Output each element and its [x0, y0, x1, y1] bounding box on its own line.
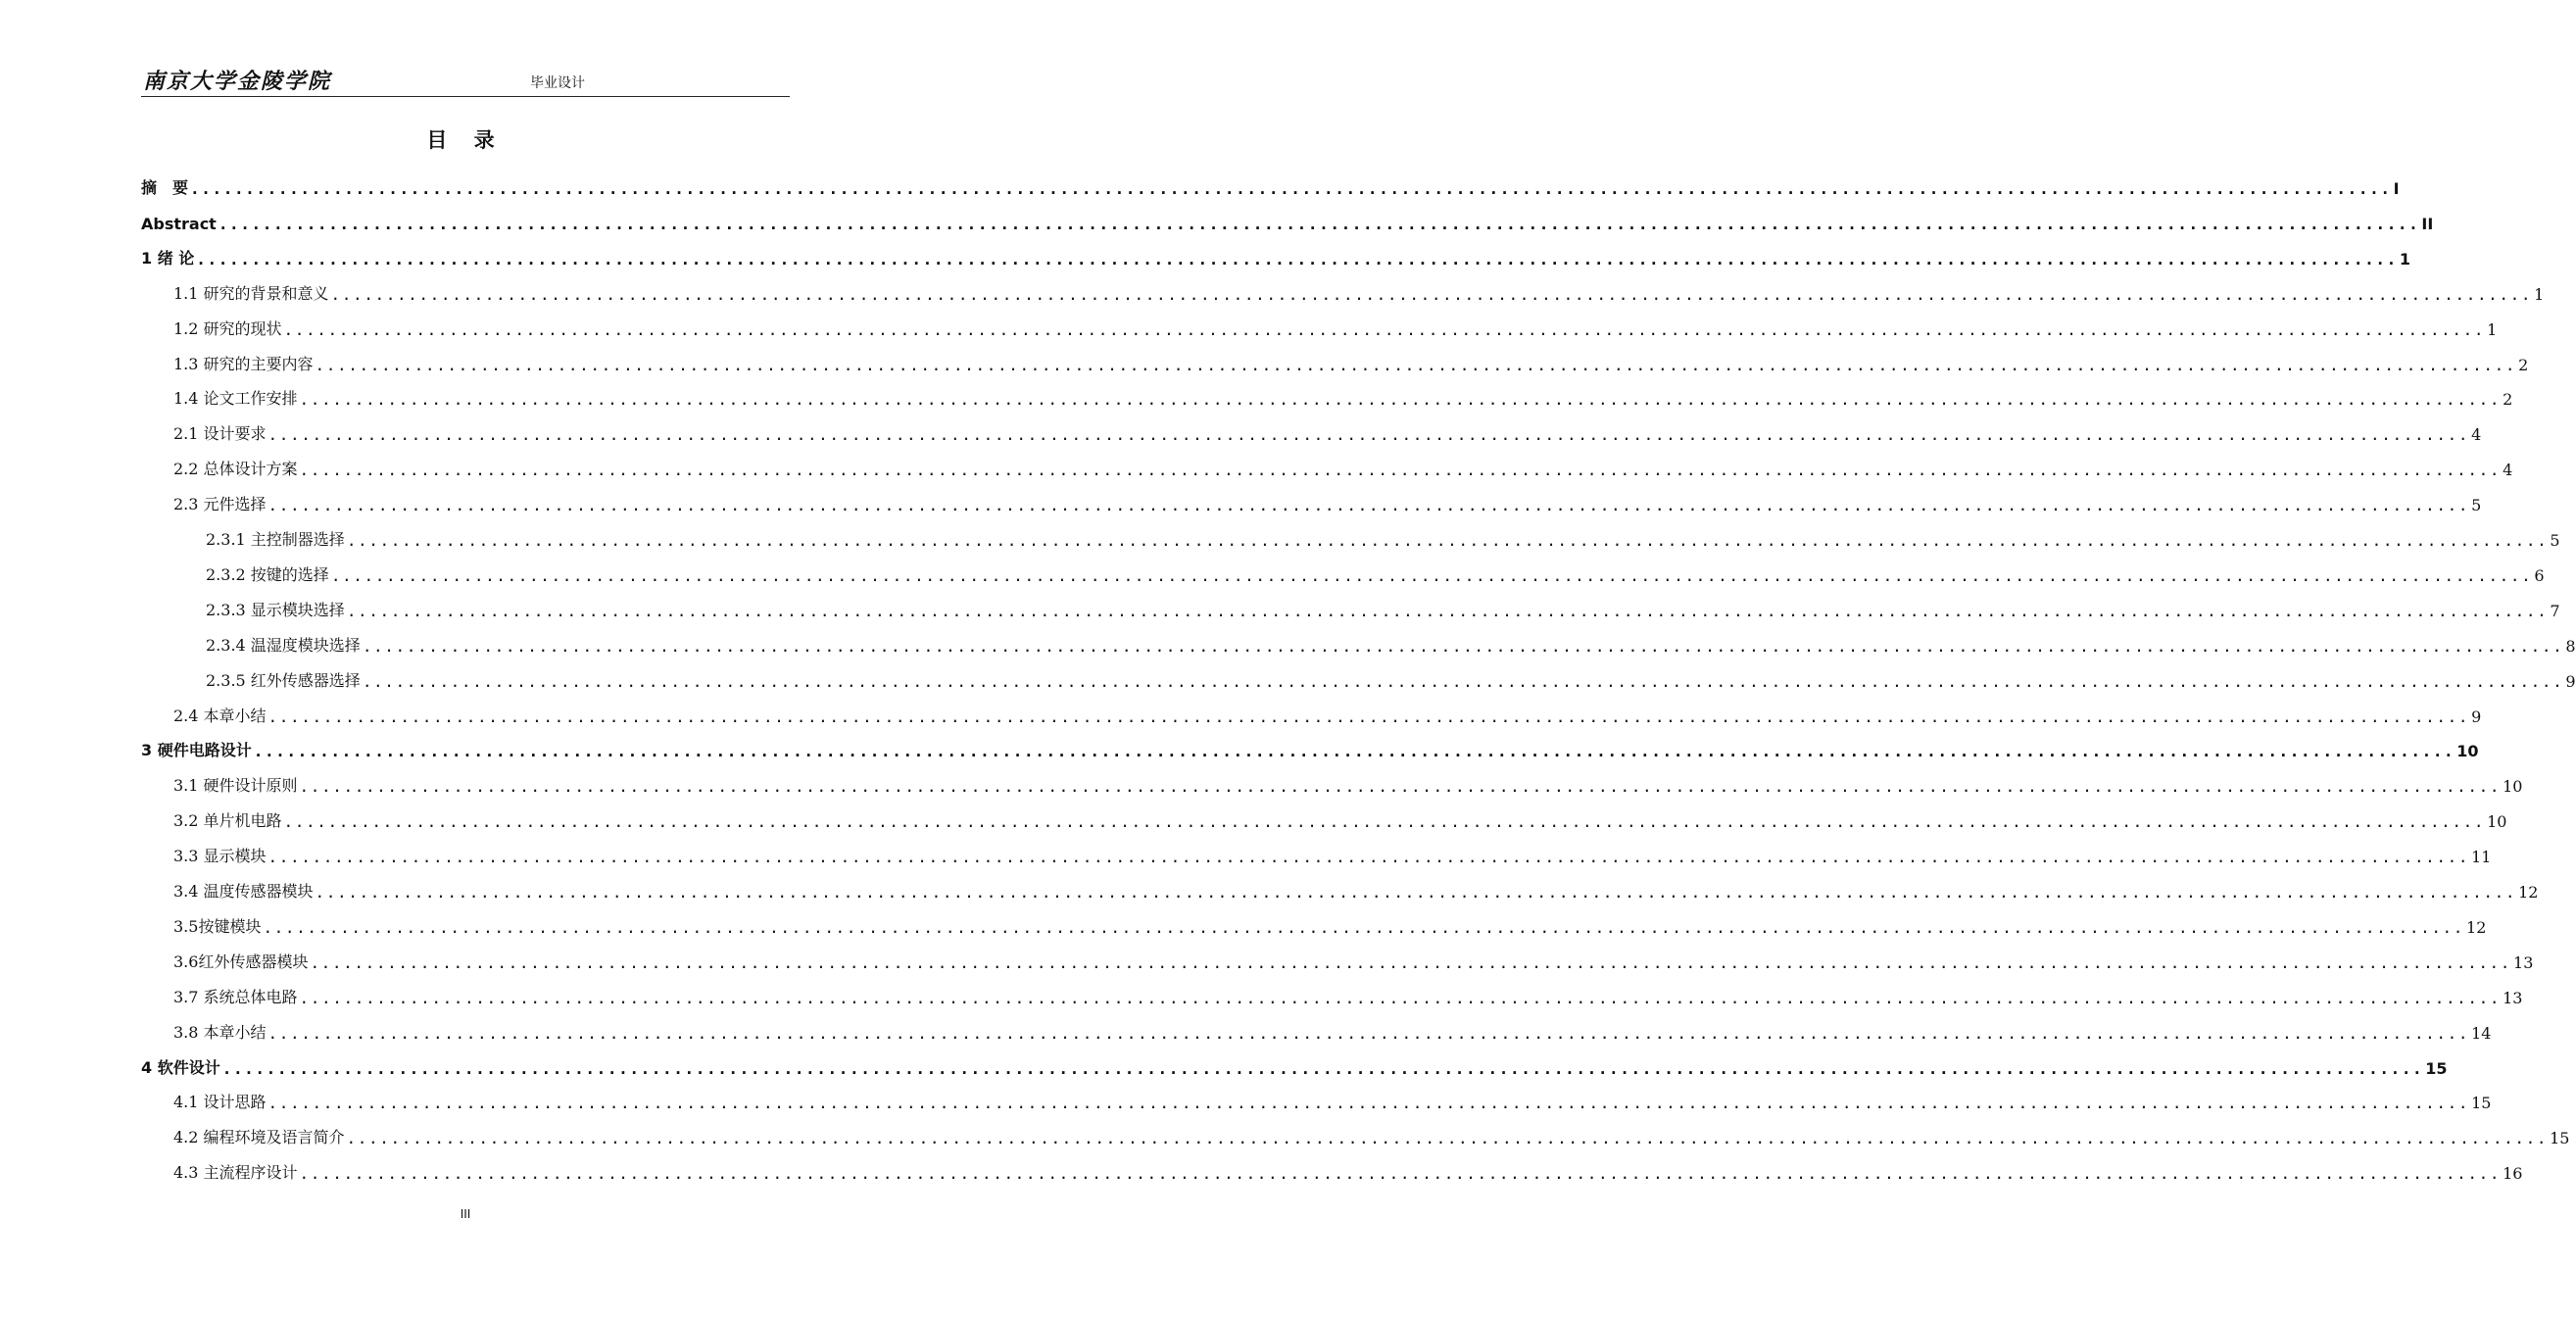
toc-leader-dots: ........................................................................................................................................................................................................	[283, 319, 2486, 339]
toc-leader-dots: ........................................................................................................................................................................................................	[330, 284, 2533, 304]
toc-entry[interactable]	[173, 1157, 2523, 1184]
toc-leader-dots: ........................................................................................................................................................................................................	[263, 917, 2465, 937]
toc-entry-page: 16	[2503, 1164, 2523, 1184]
toc-leader-dots: ........................................................................................................................................................................................................	[267, 1094, 2470, 1113]
toc-entry-title: 2.3.4 温湿度模块选择	[206, 635, 361, 655]
toc-entry-page: 10	[2456, 742, 2479, 761]
toc-leader-dots: ........................................................................................................................................................................................................	[299, 777, 2502, 797]
toc-entry-title: 4 软件设计	[141, 1057, 220, 1077]
toc-entry[interactable]	[206, 560, 2545, 585]
toc-entry-title: 4.3 主流程序设计	[173, 1163, 298, 1183]
toc-entry-page: 15	[2550, 1129, 2570, 1148]
toc-entry-title: 3.3 显示模块	[173, 847, 267, 866]
toc-entry-title: 2.4 本章小结	[173, 706, 267, 725]
toc-entry-page: 1	[2399, 249, 2410, 268]
toc-leader-dots: ........................................................................................................................................................................................................	[362, 636, 2564, 656]
toc-entry[interactable]	[141, 172, 2400, 198]
toc-entry-title: 2.2 总体设计方案	[173, 460, 298, 479]
toc-leader-dots: ........................................................................................................................................................................................................	[299, 1164, 2502, 1184]
toc-entry[interactable]	[173, 454, 2513, 480]
toc-entry-title: 1.3 研究的主要内容	[173, 354, 314, 373]
toc-leader-dots: ........................................................................................................................................................................................................	[346, 601, 2549, 620]
toc-leader-dots: ........................................................................................................................................................................................................	[267, 425, 2470, 445]
school-name: 南京大学金陵学院	[143, 69, 332, 94]
page-title: 目 录	[426, 128, 505, 152]
toc-entry-page: 10	[2503, 777, 2523, 797]
toc-leader-dots: ........................................................................................................................................................................................................	[267, 1023, 2470, 1043]
toc-leader-dots: ........................................................................................................................................................................................................	[190, 179, 2392, 198]
toc-entry[interactable]	[173, 841, 2492, 867]
toc-entry-title: 1 绪 论	[141, 248, 195, 268]
toc-entry-page: 11	[2471, 848, 2492, 867]
footer-page-number: III	[460, 1207, 471, 1221]
toc-entry-page: 5	[2471, 496, 2482, 515]
toc-leader-dots: ........................................................................................................................................................................................................	[267, 496, 2470, 515]
toc-entry[interactable]	[173, 701, 2482, 726]
toc-entry-page: 1	[2534, 284, 2545, 304]
toc-leader-dots: ........................................................................................................................................................................................................	[299, 988, 2502, 1007]
toc-entry-title: 1.2 研究的现状	[173, 318, 282, 338]
toc-leader-dots: ........................................................................................................................................................................................................	[267, 848, 2470, 867]
toc-entry-title: 1.4 论文工作安排	[173, 389, 298, 409]
toc-entry-title: 2.3.3 显示模块选择	[206, 600, 345, 619]
toc-entry-title: 2.3.5 红外传感器选择	[206, 670, 361, 690]
toc-entry-title: 2.3 元件选择	[173, 495, 267, 514]
toc-leader-dots: ........................................................................................................................................................................................................	[299, 390, 2502, 410]
toc-entry[interactable]	[173, 349, 2529, 374]
toc-leader-dots: ........................................................................................................................................................................................................	[346, 531, 2549, 550]
toc-entry-title: 3 硬件电路设计	[141, 741, 252, 760]
toc-leader-dots: ........................................................................................................................................................................................................	[299, 461, 2502, 480]
toc-entry-title: 3.6红外传感器模块	[173, 951, 309, 971]
toc-entry-title: 2.3.2 按键的选择	[206, 564, 329, 584]
toc-entry[interactable]	[173, 982, 2523, 1007]
toc-leader-dots: ........................................................................................................................................................................................................	[315, 355, 2517, 374]
toc-entry[interactable]	[173, 278, 2545, 304]
toc-entry-title: 4.2 编程环境及语言简介	[173, 1128, 345, 1147]
toc-entry[interactable]	[173, 876, 2539, 902]
toc-entry-title: 3.4 温度传感器模块	[173, 882, 314, 901]
toc-entry-page: 8	[2565, 636, 2576, 656]
toc-entry-title: 2.1 设计要求	[173, 424, 267, 444]
toc-entry-title: 1.1 研究的背景和意义	[173, 283, 329, 303]
toc-entry[interactable]	[141, 735, 2479, 761]
toc-entry-page: 15	[2471, 1094, 2492, 1113]
toc-entry[interactable]	[173, 947, 2534, 972]
toc-leader-dots: ........................................................................................................................................................................................................	[362, 671, 2564, 691]
toc-entry-page: 9	[2565, 671, 2576, 691]
toc-entry[interactable]	[206, 630, 2576, 656]
document-type: 毕业设计	[530, 75, 585, 91]
toc-entry-page: 13	[2513, 952, 2534, 972]
toc-entry-page: 6	[2534, 565, 2545, 585]
toc-entry[interactable]	[173, 1122, 2570, 1148]
toc-entry[interactable]	[173, 770, 2523, 797]
toc-entry-page: 5	[2550, 531, 2560, 550]
toc-entry[interactable]	[141, 243, 2410, 268]
toc-entry-page: 12	[2518, 883, 2539, 902]
toc-entry-page: 1	[2487, 319, 2498, 339]
toc-entry-page: 12	[2466, 917, 2487, 937]
toc-entry-title: 2.3.1 主控制器选择	[206, 530, 345, 549]
toc-entry[interactable]	[206, 524, 2560, 550]
toc-leader-dots: ........................................................................................................................................................................................................	[346, 1129, 2549, 1148]
toc-entry-title: 摘 要	[141, 178, 189, 197]
toc-entry-title: 3.2 单片机电路	[173, 811, 282, 831]
toc-entry-title: 4.1 设计思路	[173, 1093, 267, 1112]
toc-leader-dots: ........................................................................................................................................................................................................	[310, 952, 2512, 972]
toc-entry-page: 15	[2425, 1058, 2448, 1078]
toc-leader-dots: ........................................................................................................................................................................................................	[315, 883, 2517, 902]
toc-entry-title: 3.8 本章小结	[173, 1022, 267, 1042]
toc-entry-page: 10	[2487, 812, 2507, 832]
toc-entry[interactable]	[141, 208, 2434, 233]
toc-entry-page: 4	[2471, 425, 2482, 445]
toc-entry-title: Abstract	[141, 214, 217, 233]
toc-entry-page: 9	[2471, 707, 2482, 726]
toc-entry[interactable]	[173, 383, 2513, 410]
toc-entry[interactable]	[206, 595, 2560, 620]
toc-leader-dots: ........................................................................................................................................................................................................	[330, 565, 2533, 585]
toc-entry-page: II	[2421, 214, 2434, 233]
toc-entry-title: 3.1 硬件设计原则	[173, 776, 298, 796]
toc-leader-dots: ........................................................................................................................................................................................................	[253, 742, 2455, 761]
toc-entry-page: I	[2393, 179, 2400, 198]
toc-entry[interactable]	[173, 1017, 2492, 1043]
toc-entry[interactable]	[173, 805, 2507, 832]
toc-entry-page: 2	[2518, 355, 2529, 374]
toc-leader-dots: ........................................................................................................................................................................................................	[218, 214, 2420, 233]
toc-entry[interactable]	[173, 418, 2482, 445]
toc-entry[interactable]	[173, 1087, 2492, 1113]
toc-leader-dots: ........................................................................................................................................................................................................	[196, 249, 2398, 268]
toc-entry-page: 7	[2550, 601, 2560, 620]
toc-entry-title: 3.7 系统总体电路	[173, 987, 298, 1006]
toc-entry[interactable]	[173, 314, 2498, 339]
toc-leader-dots: ........................................................................................................................................................................................................	[283, 812, 2486, 832]
toc-entry[interactable]	[173, 911, 2487, 937]
toc-entry-page: 2	[2503, 390, 2513, 410]
toc-entry-page: 4	[2503, 461, 2513, 480]
toc-entry[interactable]	[173, 489, 2482, 515]
toc-entry[interactable]	[141, 1052, 2448, 1078]
toc-entry[interactable]	[206, 665, 2576, 691]
toc-leader-dots: ........................................................................................................................................................................................................	[221, 1058, 2424, 1078]
toc-entry-title: 3.5按键模块	[173, 916, 262, 936]
toc-entry-page: 14	[2471, 1023, 2492, 1043]
toc-leader-dots: ........................................................................................................................................................................................................	[267, 707, 2470, 726]
toc-entry-page: 13	[2503, 988, 2523, 1007]
